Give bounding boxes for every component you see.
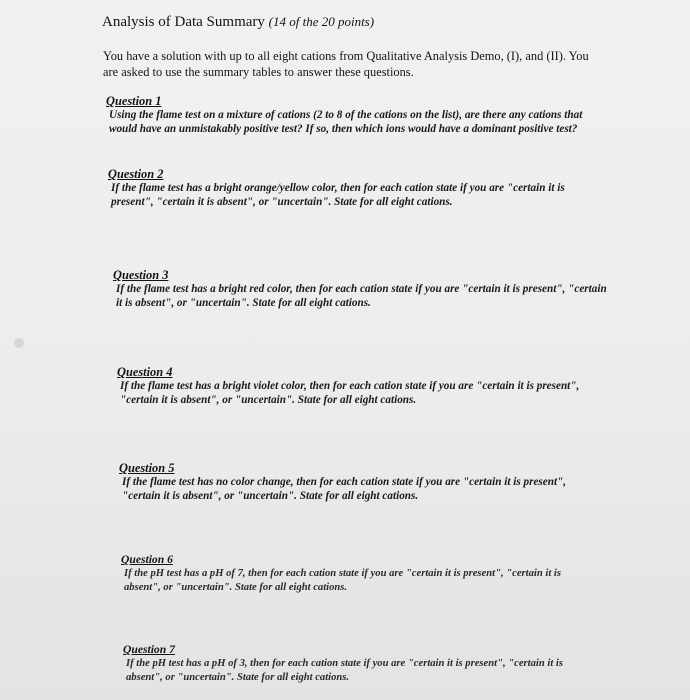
points-note: (14 of the 20 points) — [268, 14, 375, 29]
question-text: If the pH test has a pH of 7, then for each cation state if you are "certain it is present", "certain it is absent", or "uncertain". State for all eight cations. — [124, 568, 561, 593]
question-text: Using the flame test on a mixture of cations (2 to 8 of the cations on the list), are there any cations that would have an unmistakably positive test? If so, then which ions would have a dominant positive test? — [109, 109, 583, 135]
question-text: If the flame test has a bright red color, then for each cation state if you are "certain it is present", "certain it is absent", or "uncertain". State for all eight cations. — [116, 283, 607, 309]
question-text: If the flame test has a bright violet color, then for each cation state if you are "certain it is present", "certain it is absent", or "uncertain". State for all eight cations. — [120, 380, 580, 406]
intro-paragraph: You have a solution with up to all eight cations from Qualitative Analysis Demo, (I), and (II). You are asked to use the summary tables to answer these questions. — [103, 49, 589, 79]
question-2 — [108, 167, 608, 209]
question-heading: Question 5 — [119, 461, 175, 475]
question-heading: Question 1 — [106, 94, 162, 108]
question-text: If the flame test has a bright orange/yellow color, then for each cation state if you are "certain it is present", "certain it is absent", or "uncertain". State for all eight cations. — [111, 182, 565, 208]
title-text: Analysis of Data Summary — [102, 14, 265, 30]
question-7 — [123, 643, 593, 685]
question-heading: Question 3 — [113, 268, 169, 282]
question-heading: Question 4 — [117, 365, 173, 379]
question-heading: Question 7 — [123, 643, 175, 656]
question-3 — [113, 268, 613, 310]
question-text: If the flame test has no color change, then for each cation state if you are "certain it is present", "certain it is absent", or "uncertain". State for all eight cations. — [122, 476, 567, 502]
question-6 — [121, 553, 591, 595]
question-heading: Question 2 — [108, 167, 164, 181]
question-heading: Question 6 — [121, 553, 173, 566]
question-1 — [106, 94, 606, 136]
question-5 — [119, 461, 599, 503]
paper-hole — [14, 338, 24, 348]
page-title — [102, 14, 374, 31]
question-4 — [117, 365, 617, 407]
question-text: If the pH test has a pH of 3, then for each cation state if you are "certain it is present", "certain it is absent", or "uncertain". State for all eight cations. — [126, 658, 563, 683]
